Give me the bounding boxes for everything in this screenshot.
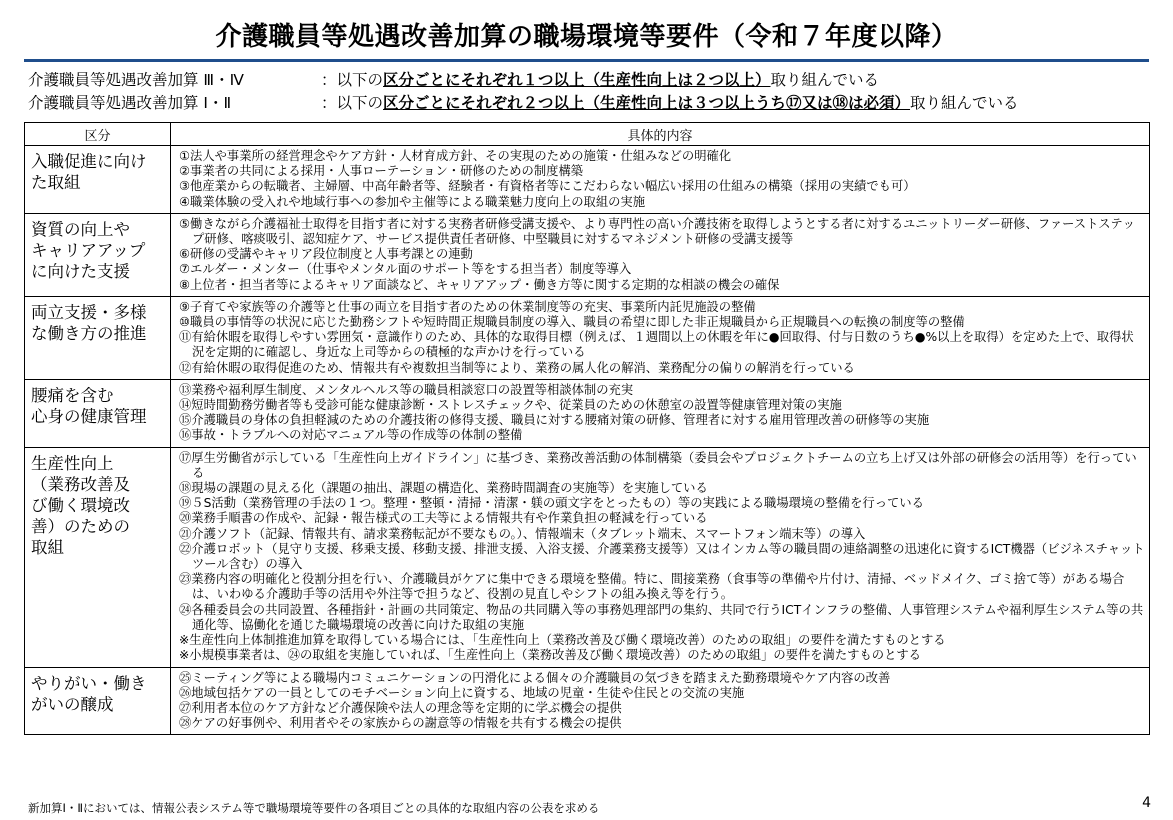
content-item: ⑦エルダー・メンター（仕事やメンタル面のサポート等をする担当者）制度等導入 — [179, 262, 632, 277]
category-line: キャリアアップ — [31, 240, 146, 260]
content-cell — [171, 213, 1150, 296]
table-row — [25, 213, 1150, 296]
requirement-prefix: ：以下の — [321, 71, 384, 89]
table-row — [25, 667, 1150, 735]
category-cell — [25, 379, 171, 447]
content-item: ㉗利用者本位のケア方針など介護保険や法人の理念等を定期的に学ぶ機会の提供 — [179, 700, 622, 715]
category-line: 取組 — [31, 537, 64, 557]
category-line: 入職促進に向け — [31, 152, 147, 171]
content-item: ⑤働きながら介護福祉士取得を目指す者に対する実務者研修受講支援や、より専門性の高い介護技術を取得しようとする者に対するユニットリーダー研修、ファーストステップ研修、喀痰吸引、認知症ケア、サービス提供責任者研修、中堅職員に対するマネジメント研修の受講支援等 — [179, 216, 1135, 247]
page-number: 4 — [1142, 795, 1151, 811]
content-item: ⑰厚生労働省が示している「生産性向上ガイドライン」に基づき、業務改善活動の体制構築（委員会やプロジェクトチームの立ち上げ又は外部の研修会の活用等）を行っている — [179, 450, 1137, 480]
category-line: 腰痛を含む — [31, 385, 114, 405]
category-line: （業務改善及 — [31, 474, 130, 494]
category-cell — [25, 447, 171, 667]
category-line: 資質の向上や — [31, 219, 130, 239]
header-category: 区分 — [25, 123, 171, 146]
content-item: ③他産業からの転職者、主婦層、中高年齢者等、経験者・有資格者等にこだわらない幅広い採用の仕組みの構築（採用の実績でも可） — [179, 179, 916, 194]
content-item: ⑯事故・トラブルへの対応マニュアル等の作成等の体制の整備 — [179, 428, 523, 443]
requirements-table — [24, 122, 1150, 735]
content-item: ⑥研修の受講やキャリア段位制度と人事考課との連動 — [179, 247, 473, 262]
footnote: 新加算Ⅰ・Ⅱにおいては、情報公表システム等で職場環境等要件の各項目ごとの具体的な取組内容の公表を求める — [28, 801, 600, 815]
content-item: ㉓業務内容の明確化と役割分担を行い、介護職員がケアに集中できる環境を整備。特に、間接業務（食事等の準備や片付け、清掃、ベッドメイク、ゴミ捨て等）がある場合は、いわゆる介護助手等の活用や外注等で担うなど、役割の見直しやシフトの組み換え等を行う。 — [179, 572, 1125, 602]
content-item: ⑱現場の課題の見える化（課題の抽出、課題の構造化、業務時間調査の実施等）を実施している — [179, 481, 708, 496]
category-line: び働く環境改 — [31, 495, 130, 515]
content-item: ⑲５S活動（業務管理の手法の１つ。整理・整頓・清掃・清潔・躾の頭文字をとったもの）等の実践による職場環境の整備を行っている — [179, 496, 924, 511]
title-underline — [24, 59, 1149, 62]
category-cell — [25, 213, 171, 296]
table-row — [25, 296, 1150, 379]
category-cell — [25, 667, 171, 735]
category-line: がいの醸成 — [31, 694, 114, 714]
category-line: た取組 — [31, 173, 81, 192]
requirement-prefix: ：以下の — [321, 94, 384, 112]
category-line: 善）のための — [31, 516, 130, 536]
header-content: 具体的内容 — [171, 123, 1150, 146]
category-cell — [25, 146, 171, 214]
content-item: ⑳業務手順書の作成や、記録・報告様式の工夫等による情報共有や作業負担の軽減を行っている — [179, 511, 708, 526]
category-line: な働き方の推進 — [31, 323, 147, 343]
content-item: ①法人や事業所の経営理念やケア方針・人材育成方針、その実現のための施策・仕組みなどの明確化 — [179, 149, 732, 163]
requirement-label: 介護職員等処遇改善加算 Ⅲ・Ⅳ — [28, 71, 244, 89]
content-cell — [171, 667, 1150, 735]
requirement-suffix: 取り組んでいる — [910, 94, 1019, 112]
content-item: ⑮介護職員の身体の負担軽減のための介護技術の修得支援、職員に対する腰痛対策の研修、管理者に対する雇用管理改善の研修等の実施 — [179, 413, 930, 428]
content-item: ㉘ケアの好事例や、利用者やその家族からの謝意等の情報を共有する機会の提供 — [179, 716, 622, 731]
content-item: ※小規模事業者は、㉔の取組を実施していれば、「生産性向上（業務改善及び働く環境改善）のための取組」の要件を満たすものとする — [179, 648, 921, 663]
category-line: やりがい・働き — [31, 673, 147, 693]
requirement-line-3-4 — [28, 70, 879, 90]
content-item: ⑬業務や福利厚生制度、メンタルヘルス等の職員相談窓口の設置等相談体制の充実 — [179, 382, 634, 397]
requirement-line-1-2 — [28, 93, 1019, 113]
content-cell — [171, 146, 1150, 214]
table-row — [25, 146, 1150, 214]
content-item: ⑩職員の事情等の状況に応じた勤務シフトや短時間正規職員制度の導入、職員の希望に即した非正規職員から正規職員への転換の制度等の整備 — [179, 315, 965, 330]
requirement-suffix: 取り組んでいる — [770, 71, 880, 89]
content-item: ㉔各種委員会の共同設置、各種指針・計画の共同策定、物品の共同購入等の事務処理部門の集約、共同で行うICTインフラの整備、人事管理システムや福利厚生システム等の共通化等、協働化を通じた職場環境の改善に向けた取組の実施 — [179, 602, 1144, 632]
category-line: 生産性向上 — [31, 453, 114, 473]
table-header-row — [25, 123, 1150, 146]
content-item: ④職業体験の受入れや地域行事への参加や主催等による職業魅力度向上の取組の実施 — [179, 194, 646, 209]
category-cell — [25, 296, 171, 379]
content-cell — [171, 447, 1150, 667]
content-item: ㉕ミーティング等による職場内コミュニケーションの円滑化による個々の介護職員の気づきを踏まえた勤務環境やケア内容の改善 — [179, 670, 891, 685]
content-item: ⑭短時間勤務労働者等も受診可能な健康診断・ストレスチェックや、従業員のための休憩室の設置等健康管理対策の実施 — [179, 398, 842, 413]
content-item: ㉒介護ロボット（見守り支援、移乗支援、移動支援、排泄支援、入浴支援、介護業務支援等）又はインカム等の職員間の連絡調整の迅速化に資するICT機器（ビジネスチャットツール含む）の導入 — [179, 541, 1145, 572]
category-line: に向けた支援 — [31, 261, 130, 281]
content-item: ⑨子育てや家族等の介護等と仕事の両立を目指す者のための休業制度等の充実、事業所内託児施設の整備 — [179, 299, 756, 314]
content-item: ⑫有給休暇の取得促進のため、情報共有や複数担当制等により、業務の属人化の解消、業務配分の偏りの解消を行っている — [179, 360, 855, 375]
content-item: ㉖地域包括ケアの一員としてのモチベーション向上に資する、地域の児童・生徒や住民との交流の実施 — [179, 685, 745, 700]
content-cell — [171, 296, 1150, 379]
content-item: ㉑介護ソフト（記録、情報共有、請求業務転記が不要なもの。）、情報端末（タブレット端末、スマートフォン端末等）の導入 — [179, 526, 866, 541]
table-row — [25, 447, 1150, 667]
requirement-label: 介護職員等処遇改善加算 Ⅰ・Ⅱ — [28, 94, 232, 112]
content-item: ⑪有給休暇を取得しやすい雰囲気・意識作りのため、具体的な取得目標（例えば、１週間以上の休暇を年に●回取得、付与日数のうち●%以上を取得）を定めた上で、取得状況を定期的に確認し、身近な上司等からの積極的な声かけを行っている — [179, 330, 1134, 360]
table-row — [25, 379, 1150, 447]
requirement-emphasis: 区分ごとにそれぞれ２つ以上（生産性向上は３つ以上うち⑰又は⑱は必須） — [383, 94, 911, 112]
content-item: ※生産性向上体制推進加算を取得している場合には、「生産性向上（業務改善及び働く環境改善）のための取組」の要件を満たすものとする — [179, 633, 946, 648]
content-cell — [171, 379, 1150, 447]
requirement-emphasis: 区分ごとにそれぞれ１つ以上（生産性向上は２つ以上） — [383, 71, 771, 89]
category-line: 心身の健康管理 — [31, 406, 147, 426]
content-item: ⑧上位者・担当者等によるキャリア面談など、キャリアアップ・働き方等に関する定期的な相談の機会の確保 — [179, 277, 780, 292]
content-item: ②事業者の共同による採用・人事ローテーション・研修のための制度構築 — [179, 164, 584, 179]
page-title: 介護職員等処遇改善加算の職場環境等要件（令和７年度以降） — [215, 22, 958, 52]
category-line: 両立支援・多様 — [31, 302, 147, 322]
